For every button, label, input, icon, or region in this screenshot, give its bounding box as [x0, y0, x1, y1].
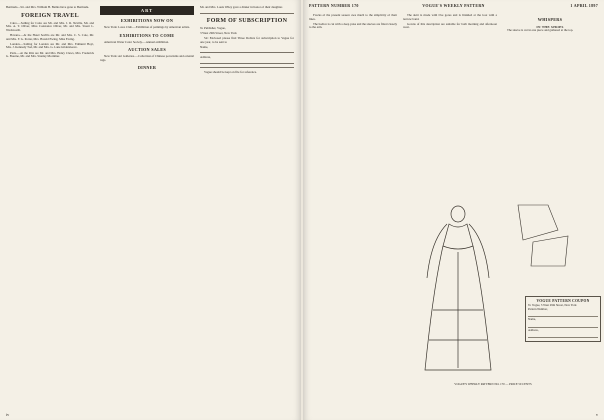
- paragraph: Bermuda—Str. and Mrs. William H. Bemis have gone to Bermuda.: [6, 6, 90, 9]
- form-to: To Publisher, Vogue,: [200, 25, 226, 30]
- coupon-to: To Vogue, 3 West 29th Street, New York: [528, 303, 577, 307]
- left-column-1: [6, 6, 94, 410]
- paragraph: Paris.—At the Ritz are Mr. and Mrs. Henry Clews, Mrs. Frederick G. Bourne, Mr. and Mrs. Stanley Mortimer.: [6, 50, 94, 59]
- paragraph: Vogue should be kept on file for reference.: [204, 69, 257, 74]
- pattern-diagram: [513, 200, 573, 270]
- pattern-pieces-drawing: [513, 200, 573, 270]
- coupon-number-line: [528, 312, 598, 317]
- coupon-name-label: Name,: [528, 317, 536, 322]
- dress-drawing: [403, 200, 513, 380]
- right-column-2: [403, 14, 497, 200]
- art-badge: ART: [100, 6, 194, 15]
- right-page: [303, 0, 604, 420]
- paragraph: Gowns of this description are suitable for both morning and afternoon wear.: [403, 21, 497, 30]
- paragraph: Frocks of the present season owe much to the simplicity of their lines.: [309, 14, 397, 21]
- right-column-1: [309, 14, 397, 410]
- divider: [200, 67, 294, 68]
- section-heading: AUCTION SALES: [128, 47, 166, 53]
- divider: [200, 13, 294, 14]
- left-column-3: [200, 6, 294, 410]
- paragraph: Mr. and Mrs. Louis Wiley gave a dinner in honor of their daughter.: [200, 6, 283, 9]
- pattern-number: PATTERN NUMBER 170: [309, 3, 359, 8]
- paragraph: American Water Color Society.—Annual exhibition.: [104, 39, 169, 44]
- form-name-label: Name,: [200, 44, 209, 49]
- fashion-illustration: [403, 200, 513, 380]
- section-heading: EXHIBITIONS TO COME: [119, 32, 175, 38]
- coupon-number-label: Pattern Number,: [528, 306, 548, 311]
- section-subheading: IN THE SHOPS: [536, 25, 564, 29]
- form-address-label: Address,: [200, 55, 211, 60]
- paragraph: London.—Sailing for London are Mr. and Mrs. Edmund Hoyt, Mrs. J. Kennedy Tod, Mr. and Mrs. G. Lane Gildersleeve.: [6, 41, 94, 50]
- coupon-heading: VOGUE PATTERN COUPON: [536, 299, 590, 303]
- paragraph: Havana.—At the Hotel Sevilla are Mr. and Mrs. C. S. Cole, Mr. and Mrs. F. G. Porter, Mrs. Harold Ewing, Miss Ewing.: [6, 32, 94, 41]
- right-column-3: [503, 14, 597, 190]
- illustration-caption: VOGUE'S WEEKLY PATTERN NO. 170 — PRICE 50 CENTS: [454, 382, 532, 386]
- coupon-address-line: [528, 333, 598, 338]
- issue-date: 1 APRIL 1897: [570, 3, 598, 8]
- section-heading: FOREIGN TRAVEL: [21, 12, 79, 19]
- left-column-2: [100, 6, 194, 410]
- paragraph: The sleeve is cut in one piece and gathered at the top.: [507, 28, 574, 33]
- coupon-address-label: Address,: [528, 327, 539, 332]
- form-address-line: [200, 63, 294, 64]
- paragraph: Cairo.—Sailing for Cairo are Mr. and Mrs. J. R. Neville, Mr. and Mrs. A. T. Oliver, Miss Constance Oliver, Mr. and Mrs. Stuart L. Wadsworth.: [6, 20, 94, 32]
- pattern-coupon: [525, 296, 601, 342]
- running-header: [309, 2, 598, 10]
- section-heading: EXHIBITIONS NOW ON: [120, 18, 174, 23]
- page-number: iv: [6, 412, 10, 417]
- section-heading: DINNER: [137, 65, 157, 71]
- page-number: v: [596, 412, 598, 417]
- left-page: [0, 0, 301, 420]
- section-heading: WHISPERS: [537, 17, 563, 22]
- form-address: 3 West 29th Street, New York: [200, 30, 237, 35]
- paragraph: The skirt is made with five gores and is finished at the foot with a narrow band.: [403, 14, 497, 21]
- paragraph: New York: Lotos Club.—Exhibition of paintings by American artists.: [104, 25, 191, 29]
- subscription-heading: FORM OF SUBSCRIPTION: [206, 17, 288, 24]
- form-body: Sir: Enclosed please find Three Dollars for subscription to Vogue for one year, to be sent to: [200, 35, 294, 44]
- paragraph: The bodice is cut with a deep yoke and the sleeves are fitted closely to the arm.: [309, 21, 397, 30]
- paragraph: New York: Art Galleries.—Collection of Chinese porcelains and oriental rugs.: [100, 54, 194, 62]
- form-name-line: [200, 52, 294, 53]
- running-title: VOGUE'S WEEKLY PATTERN: [422, 3, 485, 8]
